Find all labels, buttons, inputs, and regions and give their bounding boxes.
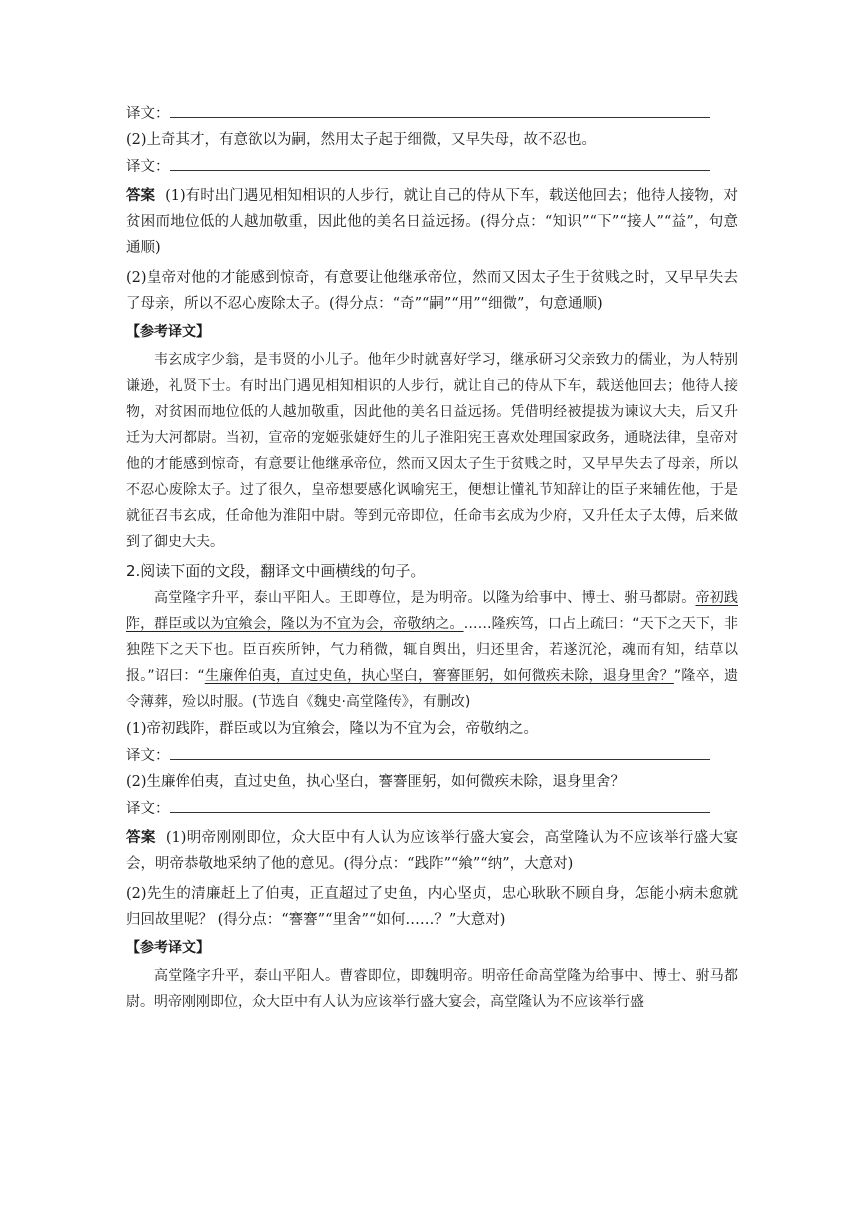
translate-label: 译文： <box>126 106 170 122</box>
translate-label: 译文： <box>126 801 170 817</box>
document-content <box>126 103 738 1019</box>
translate-label: 译文： <box>126 748 170 764</box>
passage-text: ”隆卒，遗令薄葬，殓以时服。(节选自《魏史·高堂隆传》，有删改) <box>126 668 738 710</box>
q1-answer-2: (2)皇帝对他的才能感到惊奇，有意要让他继承帝位，然而又因太子生于贫贱之时，又早早失去了母亲，所以不忍心废除太子。(得分点：“奇”“嗣”“用”“细微”，句意通顺) <box>126 270 738 312</box>
q2-passage <box>126 585 738 715</box>
answer-label: 答案 <box>126 188 156 204</box>
translate-label: 译文： <box>126 159 170 175</box>
q2-translate-line-1 <box>126 745 738 766</box>
q2-answer-2: (2)先生的清廉赶上了伯夷，正直超过了史鱼，内心坚贞，忠心耿耿不顾自身，怎能小病未愈就归回故里呢？ (得分点：“謇謇”“里舍”“如何……？”大意对) <box>126 886 738 928</box>
answer-text: (1)明帝刚刚即位，众大臣中有人认为应该举行盛大宴会，高堂隆认为不应该举行盛大宴会，明帝恭敬地采纳了他的意见。(得分点：“践阼”“飨”“纳”，大意对) <box>126 830 738 872</box>
q2-translate-line-2 <box>126 798 738 819</box>
q1-sentence-2: (2)上奇其才，有意欲以为嗣，然用太子起于细微，又早失母，故不忍也。 <box>126 132 597 148</box>
q1-translate-line-2 <box>126 156 738 177</box>
q2-answer-1 <box>126 825 738 877</box>
answer-blank <box>170 798 710 813</box>
answer-text: (1)有时出门遇见相知相识的人步行，就让自己的侍从下车，载送他回去；他待人接物，对贫困而地位低的人越加敬重，因此他的美名日益远扬。(得分点：“知识”“下”“接人”“益”，句意通顺) <box>126 188 738 256</box>
question-2-title: 2.阅读下面的文段，翻译文中画横线的句子。 <box>126 562 426 580</box>
answer-blank <box>170 103 710 118</box>
q2-reference-translation: 高堂隆字升平，泰山平阳人。曹睿即位，即魏明帝。明帝任命高堂隆为给事中、博士、驸马都尉。明帝刚刚即位，众大臣中有人认为应该举行盛大宴会，高堂隆认为不应该举行盛 <box>126 968 738 1010</box>
passage-text: ……隆疾笃，口占上疏曰：“天下之天下，非独陛下之天下也。臣百疾所钟，气力稍微，辄自舆出，归还里舍，若遂沉沦，魂而有知，结草以报。”诏曰：“ <box>126 616 738 684</box>
q1-translate-line-1 <box>126 103 738 124</box>
answer-label: 答案 <box>126 830 156 846</box>
reference-translation-label: 【参考译文】 <box>126 940 210 956</box>
q1-answer-1 <box>126 183 738 261</box>
q2-sentence-1: (1)帝初践阼，群臣或以为宜飨会，隆以为不宜为会，帝敬纳之。 <box>126 721 539 737</box>
q1-reference-translation: 韦玄成字少翁，是韦贤的小儿子。他年少时就喜好学习，继承研习父亲致力的儒业，为人特别谦逊，礼贤下士。有时出门遇见相知相识的人步行，就让自己的侍从下车，载送他回去；他待人接物，对贫困而地位低的人越加敬重，因此他的美名日益远扬。凭借明经被提拔为谏议大夫，后又升迁为大河都尉。当初，宣帝的宠姬张婕妤生的儿子淮阳宪王喜欢处理国家政务，通晓法律，皇帝对他的才能感到惊奇，有意要让他继承帝位，然而又因太子生于贫贱之时，又早早失去了母亲，所以不忍心废除太子。过了很久，皇帝想要感化讽喻宪王，便想让懂礼节知辞让的臣子来辅佐他，于是就征召韦玄成，任命他为淮阳中尉。等到元帝即位，任命韦玄成为少府，又升任太子太傅，后来做到了御史大夫。 <box>126 352 738 550</box>
q2-sentence-2: (2)生廉侔伯夷，直过史鱼，执心坚白，謇謇匪躬，如何微疾未除，退身里舍？ <box>126 774 626 790</box>
passage-text: 高堂隆字升平，泰山平阳人。王即尊位，是为明帝。以隆为给事中、博士、驸马都尉。 <box>154 590 696 606</box>
answer-blank <box>170 745 710 760</box>
underlined-sentence-1: 帝初践阼，群臣或以为宜飨会，隆以为不宜为会，帝敬纳之。 <box>126 590 738 632</box>
underlined-sentence-2: 生廉侔伯夷，直过史鱼，执心坚白，謇謇匪躬，如何微疾未除，退身里舍？ <box>204 668 674 684</box>
answer-blank <box>170 156 710 171</box>
reference-translation-label: 【参考译文】 <box>126 324 210 340</box>
